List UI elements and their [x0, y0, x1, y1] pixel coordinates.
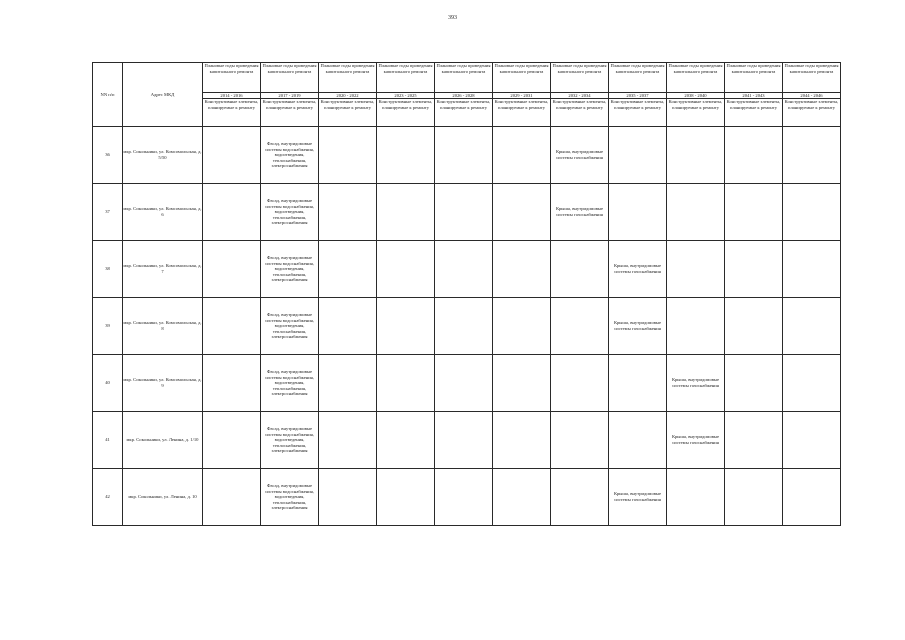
period-range-header: 2017 - 2019	[261, 93, 319, 99]
period-title-header: Плановые годы проведения капитального ремонта	[551, 63, 609, 93]
repair-elements-cell: Крыша, внутридомовые системы газоснабжения	[667, 412, 725, 469]
table-row	[93, 298, 841, 355]
period-title-header: Плановые годы проведения капитального ремонта	[609, 63, 667, 93]
repair-elements-cell	[435, 355, 493, 412]
repair-elements-cell	[319, 241, 377, 298]
num-column-header: NN п/п	[93, 63, 123, 127]
repair-elements-cell	[203, 412, 261, 469]
repair-elements-cell	[609, 355, 667, 412]
repair-elements-cell	[203, 469, 261, 526]
capital-repair-table	[92, 62, 841, 526]
repair-elements-cell	[783, 184, 841, 241]
repair-elements-cell	[725, 355, 783, 412]
period-range-header: 2044 - 2046	[783, 93, 841, 99]
period-title-header: Плановые годы проведения капитального ремонта	[319, 63, 377, 93]
repair-elements-cell	[783, 355, 841, 412]
repair-elements-cell	[435, 127, 493, 184]
period-title-header: Плановые годы проведения капитального ремонта	[493, 63, 551, 93]
period-range-header: 2035 - 2037	[609, 93, 667, 99]
repair-elements-cell: Фасад, внутридомовые системы водоснабжения, водоотведения, теплоснабжения, электроснабжения	[261, 469, 319, 526]
period-description-header: Конструктивные элементы, планируемые к ремонту	[435, 99, 493, 127]
repair-elements-cell	[493, 412, 551, 469]
period-description-header: Конструктивные элементы, планируемые к ремонту	[493, 99, 551, 127]
period-title-header: Плановые годы проведения капитального ремонта	[435, 63, 493, 93]
repair-elements-cell	[319, 184, 377, 241]
period-range-header: 2014 - 2016	[203, 93, 261, 99]
table-row	[93, 469, 841, 526]
period-range-header: 2026 - 2028	[435, 93, 493, 99]
repair-elements-cell: Фасад, внутридомовые системы водоснабжения, водоотведения, теплоснабжения, электроснабжения	[261, 298, 319, 355]
repair-elements-cell	[725, 298, 783, 355]
period-range-header: 2020 - 2022	[319, 93, 377, 99]
period-title-header: Плановые годы проведения капитального ремонта	[725, 63, 783, 93]
period-description-header: Конструктивные элементы, планируемые к ремонту	[609, 99, 667, 127]
row-address: мкр. Сокольники, ул. Комсомольская, д. 6	[123, 184, 203, 241]
table-row	[93, 241, 841, 298]
repair-elements-cell	[435, 469, 493, 526]
period-description-header: Конструктивные элементы, планируемые к ремонту	[261, 99, 319, 127]
repair-elements-cell	[203, 127, 261, 184]
repair-elements-cell	[377, 184, 435, 241]
repair-elements-cell	[319, 127, 377, 184]
period-title-header: Плановые годы проведения капитального ремонта	[261, 63, 319, 93]
address-column-header: Адрес МКД	[123, 63, 203, 127]
repair-elements-cell	[203, 184, 261, 241]
period-description-header: Конструктивные элементы, планируемые к ремонту	[203, 99, 261, 127]
repair-elements-cell	[667, 127, 725, 184]
header-row-titles	[93, 63, 841, 93]
row-address: мкр. Сокольники, ул. Комсомольская, д. 8	[123, 298, 203, 355]
repair-elements-cell	[435, 412, 493, 469]
repair-elements-cell	[783, 298, 841, 355]
repair-elements-cell: Крыша, внутридомовые системы газоснабжения	[551, 127, 609, 184]
repair-elements-cell	[493, 469, 551, 526]
row-address: мкр. Сокольники, ул. Комсомольская, д. 5/50	[123, 127, 203, 184]
period-range-header: 2038 - 2040	[667, 93, 725, 99]
repair-elements-cell	[551, 355, 609, 412]
repair-elements-cell	[377, 355, 435, 412]
repair-elements-cell	[319, 298, 377, 355]
row-number: 36	[93, 127, 123, 184]
table-body	[93, 127, 841, 526]
row-address: мкр. Сокольники, ул. Комсомольская, д. 7	[123, 241, 203, 298]
table-row	[93, 412, 841, 469]
repair-elements-cell	[493, 355, 551, 412]
row-address: мкр. Сокольники, ул. Ленина, д. 1/10	[123, 412, 203, 469]
table-row	[93, 355, 841, 412]
row-number: 42	[93, 469, 123, 526]
repair-elements-cell	[203, 355, 261, 412]
repair-elements-cell	[725, 412, 783, 469]
repair-elements-cell	[783, 127, 841, 184]
row-number: 40	[93, 355, 123, 412]
repair-elements-cell	[783, 241, 841, 298]
repair-elements-cell	[783, 469, 841, 526]
repair-elements-cell	[667, 469, 725, 526]
repair-elements-cell	[667, 241, 725, 298]
page-number: 393	[448, 15, 457, 21]
repair-elements-cell: Крыша, внутридомовые системы газоснабжения	[609, 469, 667, 526]
repair-elements-cell	[609, 127, 667, 184]
repair-elements-cell	[319, 412, 377, 469]
repair-elements-cell: Фасад, внутридомовые системы водоснабжения, водоотведения, теплоснабжения, электроснабжения	[261, 241, 319, 298]
repair-elements-cell	[551, 412, 609, 469]
repair-elements-cell	[609, 412, 667, 469]
table-row	[93, 184, 841, 241]
repair-elements-cell	[551, 241, 609, 298]
repair-elements-cell	[435, 184, 493, 241]
repair-elements-cell	[435, 241, 493, 298]
period-description-header: Конструктивные элементы, планируемые к ремонту	[551, 99, 609, 127]
repair-elements-cell: Крыша, внутридомовые системы газоснабжения	[551, 184, 609, 241]
repair-elements-cell: Фасад, внутридомовые системы водоснабжения, водоотведения, теплоснабжения, электроснабжения	[261, 412, 319, 469]
repair-elements-cell	[551, 469, 609, 526]
repair-elements-cell	[319, 355, 377, 412]
repair-elements-cell	[493, 184, 551, 241]
repair-elements-cell	[203, 241, 261, 298]
repair-elements-cell	[725, 127, 783, 184]
period-range-header: 2041 - 2043	[725, 93, 783, 99]
repair-elements-cell	[319, 469, 377, 526]
repair-elements-cell: Крыша, внутридомовые системы газоснабжения	[667, 355, 725, 412]
repair-elements-cell	[377, 241, 435, 298]
period-description-header: Конструктивные элементы, планируемые к ремонту	[783, 99, 841, 127]
repair-elements-cell	[377, 412, 435, 469]
repair-elements-cell	[667, 184, 725, 241]
row-address: мкр. Сокольники, ул. Ленина, д. 10	[123, 469, 203, 526]
period-range-header: 2023 - 2025	[377, 93, 435, 99]
period-title-header: Плановые годы проведения капитального ремонта	[667, 63, 725, 93]
repair-elements-cell	[493, 241, 551, 298]
repair-elements-cell	[377, 127, 435, 184]
period-title-header: Плановые годы проведения капитального ремонта	[377, 63, 435, 93]
header-row-descriptions	[93, 99, 841, 127]
repair-elements-cell	[609, 184, 667, 241]
period-range-header: 2032 - 2034	[551, 93, 609, 99]
row-number: 37	[93, 184, 123, 241]
repair-elements-cell	[435, 298, 493, 355]
table-header	[93, 63, 841, 127]
repair-elements-cell	[725, 184, 783, 241]
repair-elements-cell: Крыша, внутридомовые системы газоснабжения	[609, 241, 667, 298]
repair-elements-cell	[783, 412, 841, 469]
repair-elements-cell: Фасад, внутридомовые системы водоснабжения, водоотведения, теплоснабжения, электроснабжения	[261, 127, 319, 184]
period-title-header: Плановые годы проведения капитального ремонта	[203, 63, 261, 93]
repair-elements-cell	[725, 241, 783, 298]
period-description-header: Конструктивные элементы, планируемые к ремонту	[377, 99, 435, 127]
period-description-header: Конструктивные элементы, планируемые к ремонту	[667, 99, 725, 127]
period-range-header: 2029 - 2031	[493, 93, 551, 99]
repair-elements-cell	[377, 298, 435, 355]
period-description-header: Конструктивные элементы, планируемые к ремонту	[319, 99, 377, 127]
repair-elements-cell	[725, 469, 783, 526]
repair-elements-cell: Фасад, внутридомовые системы водоснабжения, водоотведения, теплоснабжения, электроснабжения	[261, 355, 319, 412]
repair-elements-cell	[493, 298, 551, 355]
repair-elements-cell	[551, 298, 609, 355]
period-description-header: Конструктивные элементы, планируемые к ремонту	[725, 99, 783, 127]
repair-elements-cell	[493, 127, 551, 184]
row-number: 41	[93, 412, 123, 469]
table-row	[93, 127, 841, 184]
row-number: 39	[93, 298, 123, 355]
period-title-header: Плановые годы проведения капитального ремонта	[783, 63, 841, 93]
row-number: 38	[93, 241, 123, 298]
repair-elements-cell	[667, 298, 725, 355]
repair-elements-cell: Фасад, внутридомовые системы водоснабжения, водоотведения, теплоснабжения, электроснабжения	[261, 184, 319, 241]
repair-elements-cell	[377, 469, 435, 526]
repair-elements-cell: Крыша, внутридомовые системы газоснабжения	[609, 298, 667, 355]
row-address: мкр. Сокольники, ул. Комсомольская, д. 9	[123, 355, 203, 412]
repair-elements-cell	[203, 298, 261, 355]
